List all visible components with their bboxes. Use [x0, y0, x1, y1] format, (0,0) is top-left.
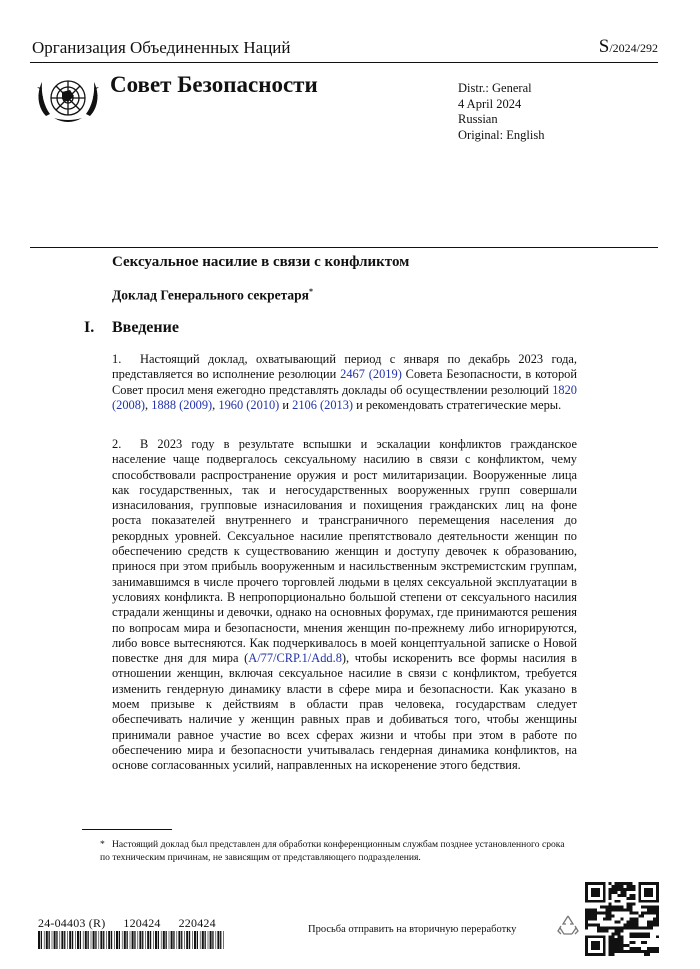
paragraph-text: ,	[212, 397, 219, 412]
barcode-icon	[38, 931, 224, 949]
council-name: Совет Безопасности	[110, 72, 318, 97]
document-symbol	[599, 36, 658, 58]
footnote-mark: *	[100, 839, 105, 850]
language-line: Russian	[458, 112, 498, 126]
date-code-2: 220424	[178, 916, 216, 930]
subtitle-text: Доклад Генерального секретаря	[112, 287, 309, 303]
resolution-link-2467[interactable]: 2467 (2019)	[340, 367, 402, 382]
distr-line: Distr.: General	[458, 81, 532, 95]
document-title: Сексуальное насилие в связи с конфликтом	[112, 254, 410, 270]
paragraph-text: Настоящий доклад, охватывающий период с января по декабрь 2023 года, представляется во исполнение резолюции	[112, 352, 577, 382]
paragraph-number: 1.	[112, 352, 122, 366]
section-number: I.	[84, 319, 95, 336]
un-emblem-icon	[32, 68, 104, 132]
title-rule	[30, 247, 658, 248]
footnote-reference[interactable]: *	[309, 287, 313, 296]
document-subtitle	[112, 287, 313, 304]
document-link-a77-crp1-add8[interactable]: A/77/CRP.1/Add.8	[248, 651, 342, 666]
recycle-note: Просьба отправить на вторичную переработку	[308, 924, 517, 935]
resolution-link-1820[interactable]: 1820 (2008)	[112, 382, 577, 412]
distribution-block	[458, 81, 544, 143]
resolution-link-2106[interactable]: 2106 (2013)	[292, 397, 354, 412]
footnote-rule	[82, 829, 172, 830]
section-title: Введение	[112, 319, 179, 336]
footnote-text: Настоящий доклад был представлен для обработки конференционным службам позднее установленного срока по техническим причинам, не зависящим от представляющего подразделения.	[100, 839, 565, 863]
paragraph-text: ,	[145, 397, 152, 412]
paragraph-text: Совета Безопасности, в которой Совет просил меня ежегодно представлять доклады об осуществлении резолюций	[112, 367, 577, 397]
header-rule	[30, 62, 658, 63]
original-line: Original: English	[458, 127, 545, 142]
paragraph-number: 2.	[112, 437, 122, 451]
symbol-number: /2024/292	[609, 41, 658, 55]
recycle-icon	[555, 912, 581, 938]
paragraph-1	[112, 352, 577, 413]
symbol-prefix: S	[598, 36, 610, 57]
paragraph-text: ), чтобы искоренить все формы насилия в отношении женщин, включая сексуальное насилие в связи с конфликтом, требуется изменить гендерную динамику власти в сфере мира и безопасности. Как указано в моем призыве к действиям в области прав человека, государствам следует обеспечивать наличие у женщин равных прав и добиваться того, чтобы женщины принимали равное участие во всех сферах жизни и чтобы при этом в работе по обеспечению мира и безопасности учитывалась гендерная динамика конфликтов, на основе согласованных усилий, направленных на искоренение этого бедствия.	[112, 651, 577, 773]
date-code-1: 120424	[123, 916, 161, 930]
resolution-link-1888[interactable]: 1888 (2009)	[151, 397, 213, 412]
qr-code-icon	[585, 882, 659, 956]
organization-name: Организация Объединенных Наций	[32, 38, 291, 57]
paragraph-text: В 2023 году в результате вспышки и эскалации конфликтов гражданское население чаще подвергалось сексуальному насилию в связи с конфликтом, чему способствовали распространение оружия и рост милитаризации. Вооруженные лица как государственных, так и негосударственных вооруженных групп совершали изнасилования, групповые изнасилования и похищения гражданских лиц на фоне роста показателей внутреннего и трансграничного перемещения населения до рекордных уровней. Сексуальное насилие препятствовало деятельности женщин по обеспечению средств к существованию женщин и доступу девочек к образованию, принося при этом прибыль вооруженным и насильственным экстремистским группам, занимавшимся в числе прочего торговлей людьми в целях сексуальной эксплуатации в условиях конфликта. В непропорционально большой степени от сексуального насилия страдали женщины и девочки, однако на основных форумах, где принимаются решения по вопросам мира и безопасности, мнения женщин по-прежнему либо игнорируются, либо вовсе вытесняются. Как подчеркивалось в моей концептуальной записке о Новой повестке дня для мира (	[112, 437, 577, 666]
footnote	[100, 838, 570, 864]
resolution-link-1960[interactable]: 1960 (2010)	[218, 397, 280, 412]
paragraph-2	[112, 437, 577, 774]
job-number: 24-04403 (R)	[38, 916, 106, 930]
date-line: 4 April 2024	[458, 96, 522, 111]
paragraph-text: и рекомендовать стратегические меры.	[353, 397, 562, 412]
job-number-line	[38, 916, 234, 931]
paragraph-text: и	[279, 397, 293, 412]
